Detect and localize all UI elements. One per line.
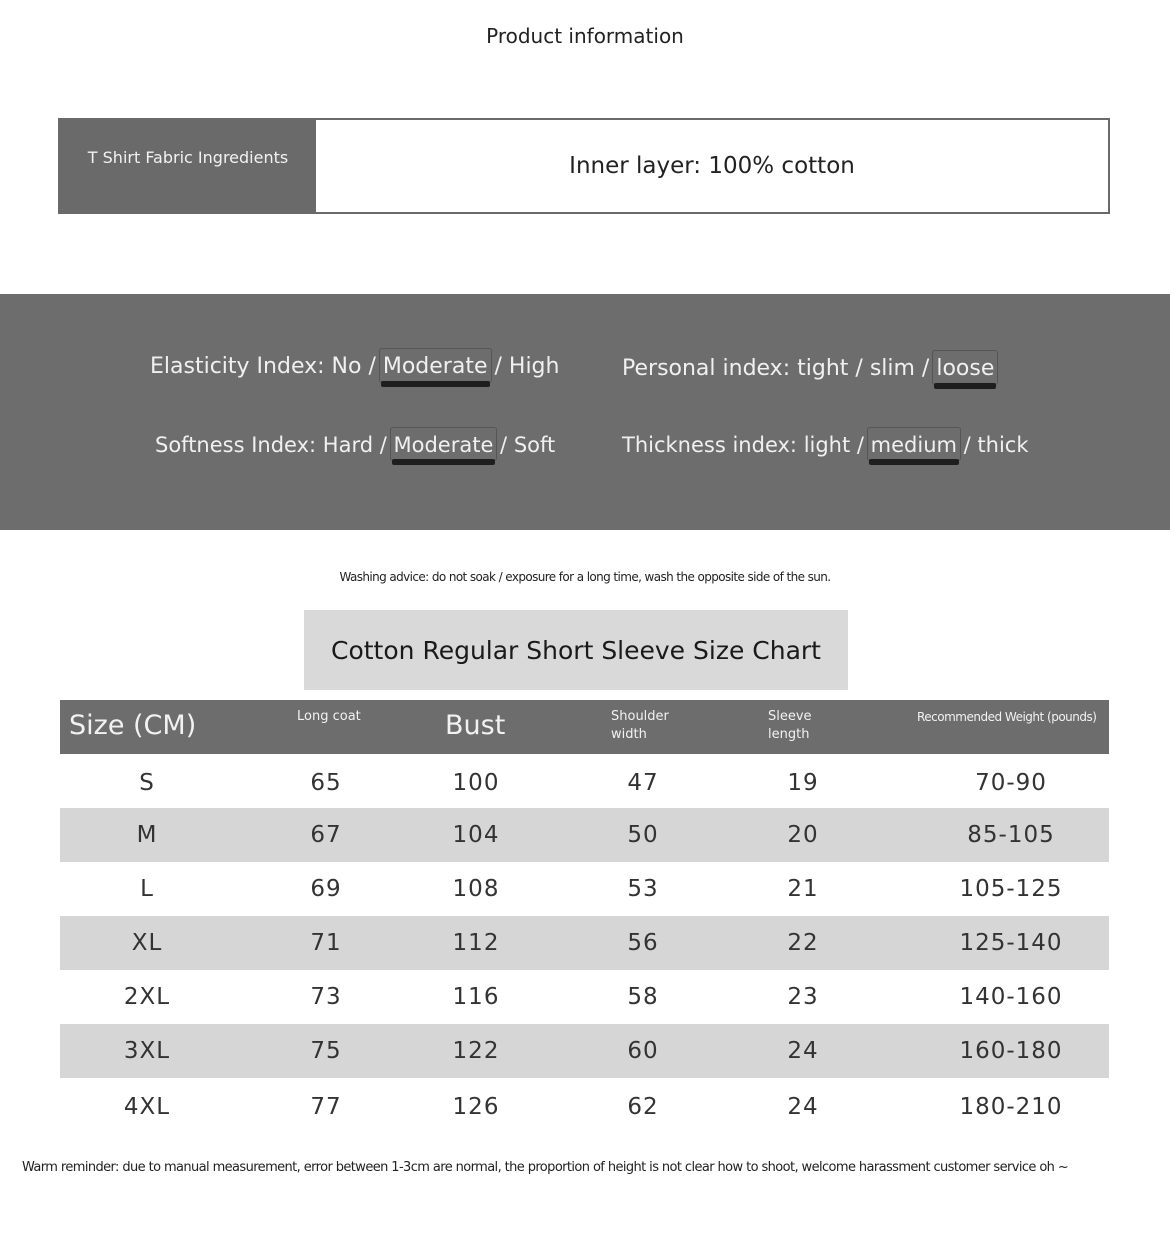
cell-size: M	[136, 822, 158, 848]
cell-bust: 112	[452, 930, 500, 956]
size-table-header	[60, 700, 1109, 754]
cell-bust: 122	[452, 1038, 500, 1064]
cell-sleeve: 23	[787, 984, 819, 1010]
cell-bust: 116	[452, 984, 500, 1010]
cell-long-coat: 67	[310, 822, 342, 848]
cell-long-coat: 65	[310, 770, 342, 796]
thickness-option-medium: medium	[870, 433, 957, 457]
header-long-coat: Long coat	[297, 709, 361, 724]
personal-option-slim: slim	[869, 356, 915, 381]
cell-long-coat: 71	[310, 930, 342, 956]
fabric-box	[58, 118, 1110, 214]
table-row-xl	[60, 916, 1109, 970]
cell-sleeve: 24	[787, 1094, 819, 1120]
cell-shoulder: 53	[627, 876, 659, 902]
cell-bust: 100	[452, 770, 500, 796]
cell-weight: 160-180	[959, 1038, 1063, 1064]
elasticity-index: Elasticity Index: No / Moderate / High	[150, 354, 560, 379]
elasticity-option-no: No	[331, 354, 362, 379]
softness-label: Softness Index:	[155, 433, 317, 457]
cell-weight: 140-160	[959, 984, 1063, 1010]
cell-shoulder: 58	[627, 984, 659, 1010]
cell-sleeve: 21	[787, 876, 819, 902]
cell-bust: 126	[452, 1094, 500, 1120]
table-row-2xl	[60, 970, 1109, 1024]
header-shoulder-line2: width	[611, 727, 647, 742]
fabric-value: Inner layer: 100% cotton	[569, 153, 855, 179]
cell-shoulder: 62	[627, 1094, 659, 1120]
cell-size: 4XL	[123, 1094, 171, 1120]
table-row-3xl	[60, 1024, 1109, 1078]
index-band	[0, 294, 1170, 530]
warm-reminder: Warm reminder: due to manual measurement, error between 1-3cm are normal, the proportion of height is not clear how to shoot, welcome harassment customer service oh ~	[22, 1160, 1069, 1175]
cell-weight: 70-90	[975, 770, 1047, 796]
cell-sleeve: 22	[787, 930, 819, 956]
header-sleeve-line1: Sleeve	[768, 709, 812, 724]
personal-option-loose: loose	[936, 356, 995, 381]
cell-weight: 180-210	[959, 1094, 1063, 1120]
cell-sleeve: 24	[787, 1038, 819, 1064]
personal-option-tight: tight	[797, 356, 849, 381]
cell-sleeve: 19	[787, 770, 819, 796]
header-size: Size (CM)	[69, 710, 197, 741]
personal-label: Personal index:	[622, 356, 791, 381]
cell-bust: 104	[452, 822, 500, 848]
softness-option-moderate: Moderate	[393, 433, 494, 457]
cell-shoulder: 47	[627, 770, 659, 796]
thickness-label: Thickness index:	[622, 433, 797, 457]
cell-size: S	[139, 770, 155, 796]
cell-sleeve: 20	[787, 822, 819, 848]
cell-bust: 108	[452, 876, 500, 902]
cell-long-coat: 77	[310, 1094, 342, 1120]
thickness-option-light: light	[803, 433, 851, 457]
cell-weight: 105-125	[959, 876, 1063, 902]
cell-shoulder: 60	[627, 1038, 659, 1064]
header-bust: Bust	[445, 710, 506, 741]
cell-long-coat: 69	[310, 876, 342, 902]
elasticity-option-moderate: Moderate	[382, 354, 488, 379]
header-shoulder-line1: Shoulder	[611, 709, 669, 724]
cell-size: 2XL	[123, 984, 171, 1010]
cell-weight: 125-140	[959, 930, 1063, 956]
elasticity-option-high: High	[508, 354, 560, 379]
cell-size: L	[140, 876, 154, 902]
personal-index: Personal index: tight / slim / loose	[622, 356, 995, 381]
header-sleeve-line2: length	[768, 727, 810, 742]
cell-size: 3XL	[123, 1038, 171, 1064]
size-chart-title: Cotton Regular Short Sleeve Size Chart	[304, 610, 848, 690]
table-row-4xl	[60, 1080, 1109, 1134]
softness-index: Softness Index: Hard / Moderate / Soft	[155, 433, 556, 457]
table-row-l	[60, 862, 1109, 916]
cell-size: XL	[131, 930, 163, 956]
cell-shoulder: 56	[627, 930, 659, 956]
softness-option-soft: Soft	[513, 433, 556, 457]
table-row-s	[60, 756, 1109, 810]
header-weight: Recommended Weight (pounds)	[917, 710, 1097, 724]
fabric-label: T Shirt Fabric Ingredients	[60, 120, 316, 212]
softness-option-hard: Hard	[322, 433, 374, 457]
cell-long-coat: 75	[310, 1038, 342, 1064]
washing-advice: Washing advice: do not soak / exposure for a long time, wash the opposite side of the sun.	[339, 570, 831, 584]
cell-long-coat: 73	[310, 984, 342, 1010]
page-title: Product information	[486, 24, 684, 48]
header-shoulder-width	[611, 708, 669, 744]
elasticity-label: Elasticity Index:	[150, 354, 325, 379]
table-row-m	[60, 808, 1109, 862]
cell-shoulder: 50	[627, 822, 659, 848]
thickness-option-thick: thick	[977, 433, 1029, 457]
thickness-index: Thickness index: light / medium / thick	[622, 433, 1029, 457]
cell-weight: 85-105	[967, 822, 1055, 848]
header-sleeve-length	[768, 708, 812, 744]
